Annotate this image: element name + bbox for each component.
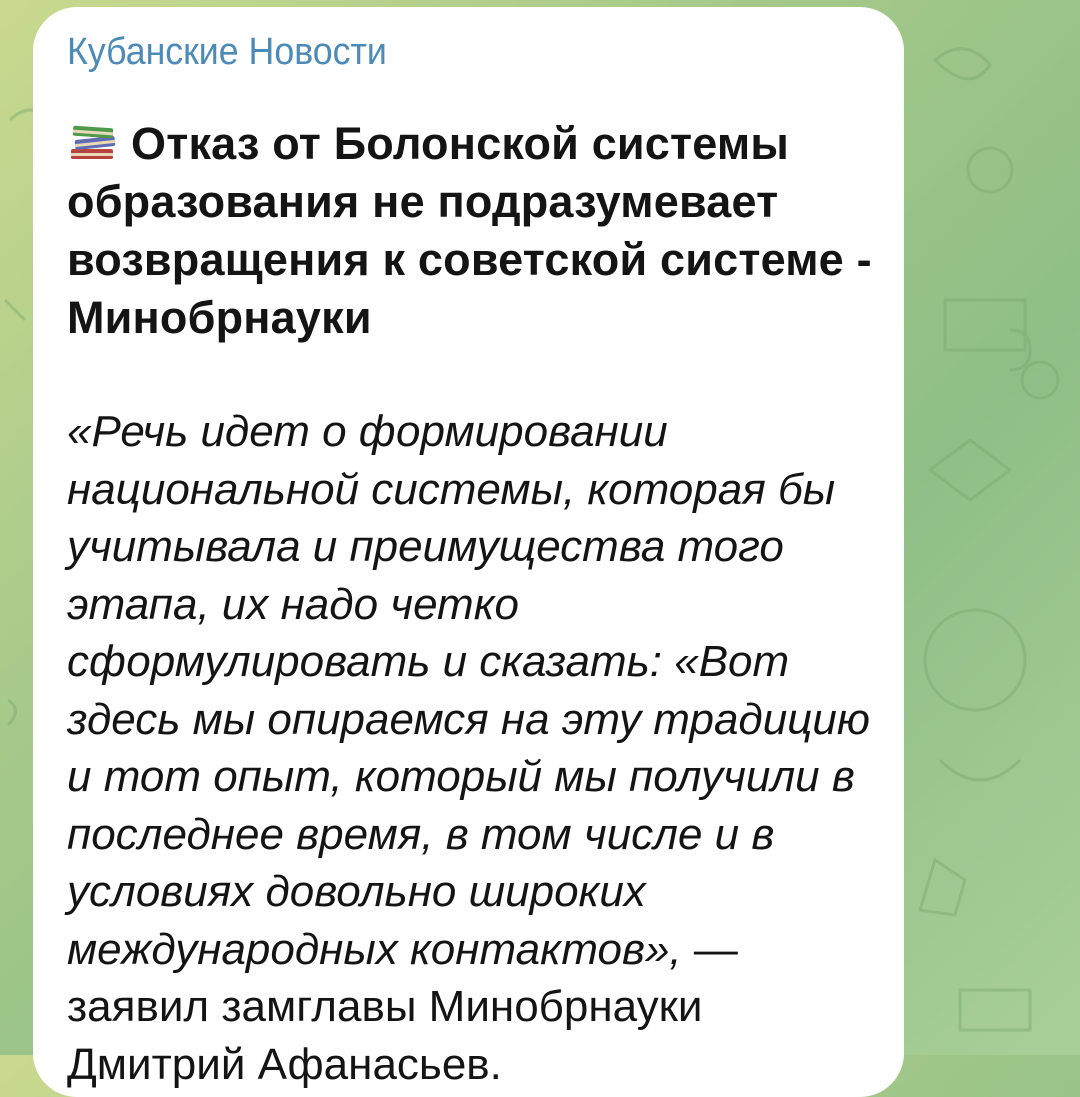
post-quote-paragraph — [67, 403, 874, 1093]
message-bubble[interactable] — [33, 7, 904, 1097]
books-emoji-icon — [67, 123, 119, 163]
headline-text: Отказ от Болонской системы образования не подразумевает возвращения к советской системе - Минобрнауки — [67, 118, 872, 343]
post-headline — [67, 115, 874, 347]
quote-text: «Речь идет о формировании национальной системы, которая бы учитывала и преимущества того этапа, их надо четко сформулировать и сказать: «Вот здесь мы опираемся на эту традицию и тот опыт, который мы получили в последнее время, в том числе и в условиях довольно широких международных контактов», — [67, 407, 870, 974]
attribution-text: — заявил замглавы Минобрнауки Дмитрий Афанасьев. — [67, 924, 738, 1089]
paragraph-gap — [67, 347, 874, 403]
channel-name[interactable]: Кубанские Новости — [67, 31, 387, 73]
